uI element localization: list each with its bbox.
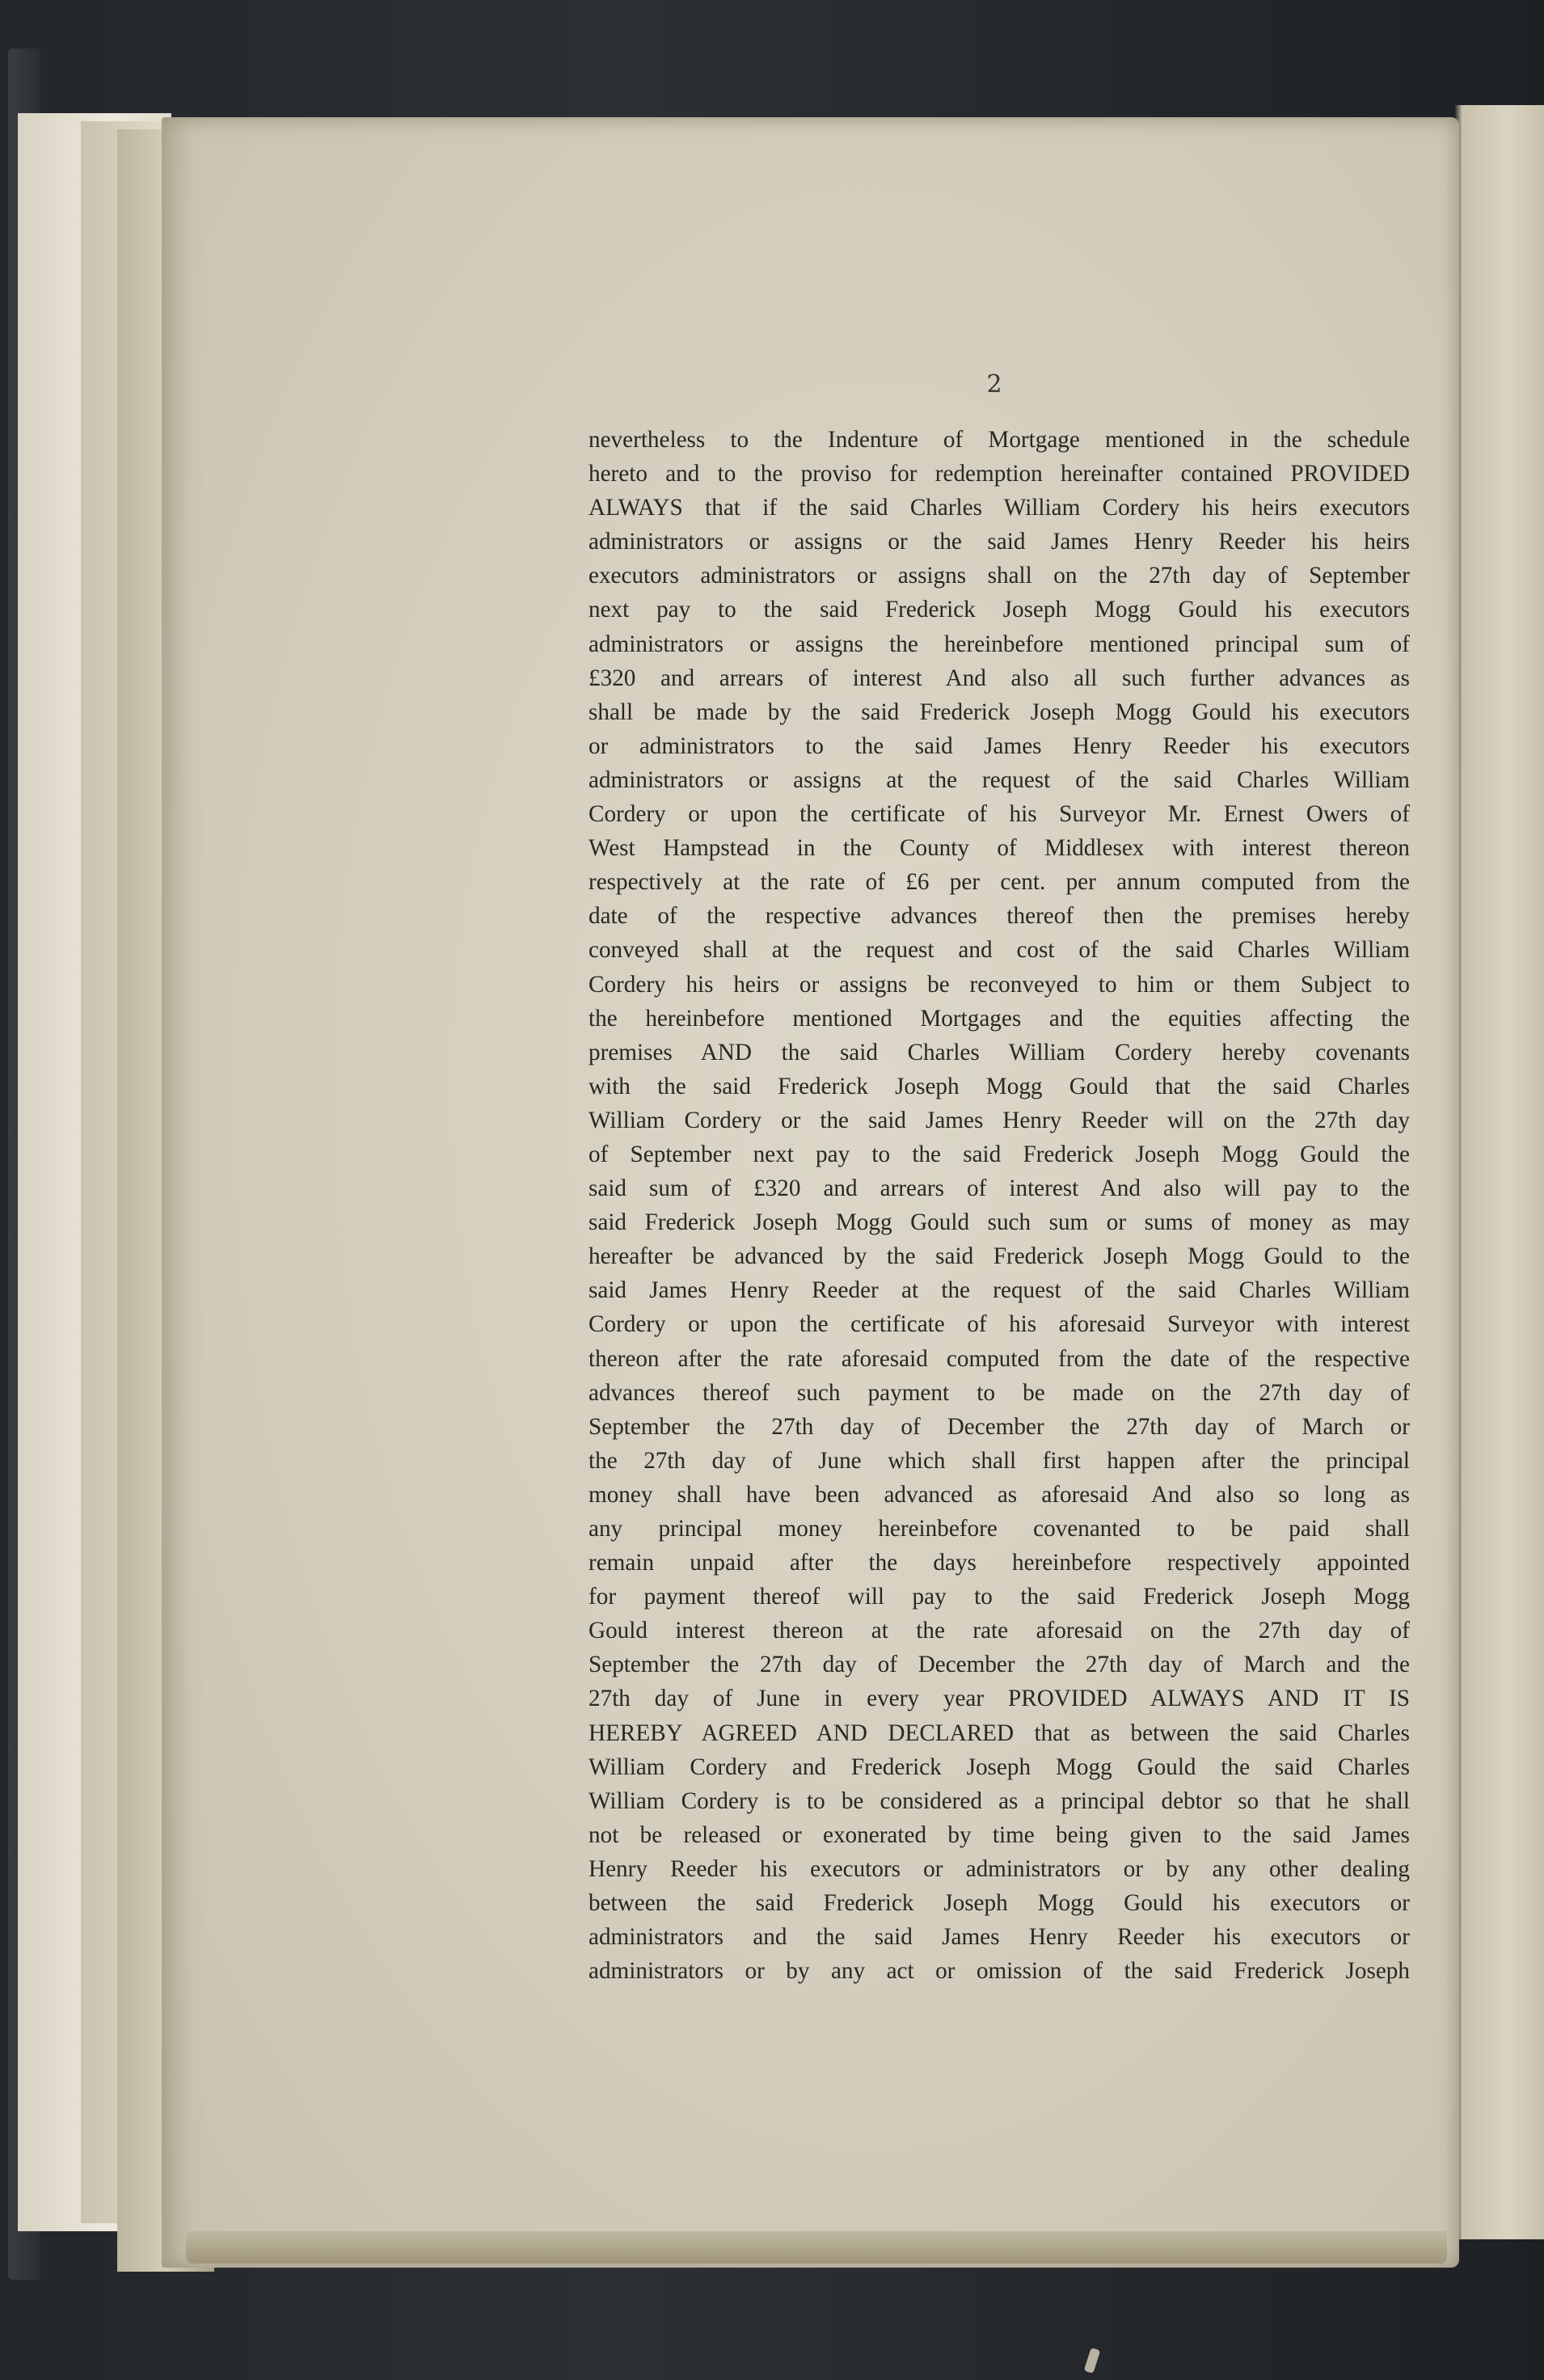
text-line: September the 27th day of December the 27th day of March and the xyxy=(588,1652,1410,1678)
text-line: money shall have been advanced as aforesaid And also so long as xyxy=(588,1481,1410,1508)
text-line: Cordery his heirs or assigns be reconveyed to him or them Subject to xyxy=(588,971,1410,998)
text-line: administrators or assigns at the request of the said Charles William xyxy=(588,766,1410,793)
text-line: said sum of £320 and arrears of interest And also will pay to the xyxy=(588,1175,1410,1202)
text-line: remain unpaid after the days hereinbefore respectively appointed xyxy=(588,1550,1410,1576)
text-line: respectively at the rate of £6 per cent. per annum computed from the xyxy=(588,869,1410,896)
text-line: the 27th day of June which shall first happen after the principal xyxy=(588,1447,1410,1474)
text-line: ALWAYS that if the said Charles William Cordery his heirs executors xyxy=(588,495,1410,521)
next-page-edge xyxy=(1455,105,1544,2239)
text-line: next pay to the said Frederick Joseph Mogg Gould his executors xyxy=(588,597,1410,623)
text-line: premises AND the said Charles William Cordery hereby covenants xyxy=(588,1039,1410,1066)
text-line: any principal money hereinbefore covenanted to be paid shall xyxy=(588,1516,1410,1542)
text-line: said James Henry Reeder at the request of the said Charles William xyxy=(588,1277,1410,1304)
text-line: West Hampstead in the County of Middlesex with interest thereon xyxy=(588,835,1410,862)
text-line: with the said Frederick Joseph Mogg Gould that the said Charles xyxy=(588,1073,1410,1099)
text-line: Cordery or upon the certificate of his aforesaid Surveyor with interest xyxy=(588,1311,1410,1338)
text-line: executors administrators or assigns shall on the 27th day of September xyxy=(588,563,1410,589)
text-line: administrators and the said James Henry Reeder his executors or xyxy=(588,1924,1410,1951)
text-line: date of the respective advances thereof then the premises hereby xyxy=(588,903,1410,930)
text-line: between the said Frederick Joseph Mogg Gould his executors or xyxy=(588,1890,1410,1917)
text-line: 27th day of June in every year PROVIDED ALWAYS AND IT IS xyxy=(588,1686,1410,1712)
text-line: Gould interest thereon at the rate aforesaid on the 27th day of xyxy=(588,1618,1410,1644)
text-line: of September next pay to the said Frederick Joseph Mogg Gould the xyxy=(588,1141,1410,1167)
text-line: William Cordery is to be considered as a principal debtor so that he shall xyxy=(588,1787,1410,1814)
text-line: William Cordery or the said James Henry Reeder will on the 27th day xyxy=(588,1107,1410,1133)
text-line: conveyed shall at the request and cost of the said Charles William xyxy=(588,937,1410,964)
text-line: administrators or assigns the hereinbefore mentioned principal sum of xyxy=(588,631,1410,657)
text-line: not be released or exonerated by time being given to the said James xyxy=(588,1821,1410,1848)
text-line: Cordery or upon the certificate of his Surveyor Mr. Ernest Owers of xyxy=(588,801,1410,828)
text-line: HEREBY AGREED AND DECLARED that as between the said Charles xyxy=(588,1720,1410,1746)
text-line: hereto and to the proviso for redemption hereinafter contained PROVIDED xyxy=(588,461,1410,487)
document-body-text xyxy=(588,423,1410,1988)
text-line: advances thereof such payment to be made on the 27th day of xyxy=(588,1379,1410,1406)
text-line: William Cordery and Frederick Joseph Mogg Gould the said Charles xyxy=(588,1753,1410,1780)
text-line: or administrators to the said James Henry Reeder his executors xyxy=(588,732,1410,759)
text-line: said Frederick Joseph Mogg Gould such sum or sums of money as may xyxy=(588,1209,1410,1236)
text-line: administrators or assigns or the said James Henry Reeder his heirs xyxy=(588,529,1410,555)
text-line: thereon after the rate aforesaid computed from the date of the respective xyxy=(588,1345,1410,1372)
text-line: administrators or by any act or omission of the said Frederick Joseph xyxy=(588,1958,1410,1985)
text-line: £320 and arrears of interest And also all such further advances as xyxy=(588,665,1410,691)
text-line: Henry Reeder his executors or administrators or by any other dealing xyxy=(588,1855,1410,1882)
text-line: for payment thereof will pay to the said Frederick Joseph Mogg xyxy=(588,1584,1410,1610)
text-line: nevertheless to the Indenture of Mortgage mentioned in the schedule xyxy=(588,427,1410,453)
text-line: the hereinbefore mentioned Mortgages and the equities affecting the xyxy=(588,1005,1410,1032)
page-bottom-edge xyxy=(186,2231,1447,2264)
text-line: hereafter be advanced by the said Frederick Joseph Mogg Gould to the xyxy=(588,1243,1410,1270)
page-number: 2 xyxy=(986,370,1002,399)
text-line: shall be made by the said Frederick Joseph Mogg Gould his executors xyxy=(588,698,1410,725)
text-line: September the 27th day of December the 27th day of March or xyxy=(588,1413,1410,1440)
